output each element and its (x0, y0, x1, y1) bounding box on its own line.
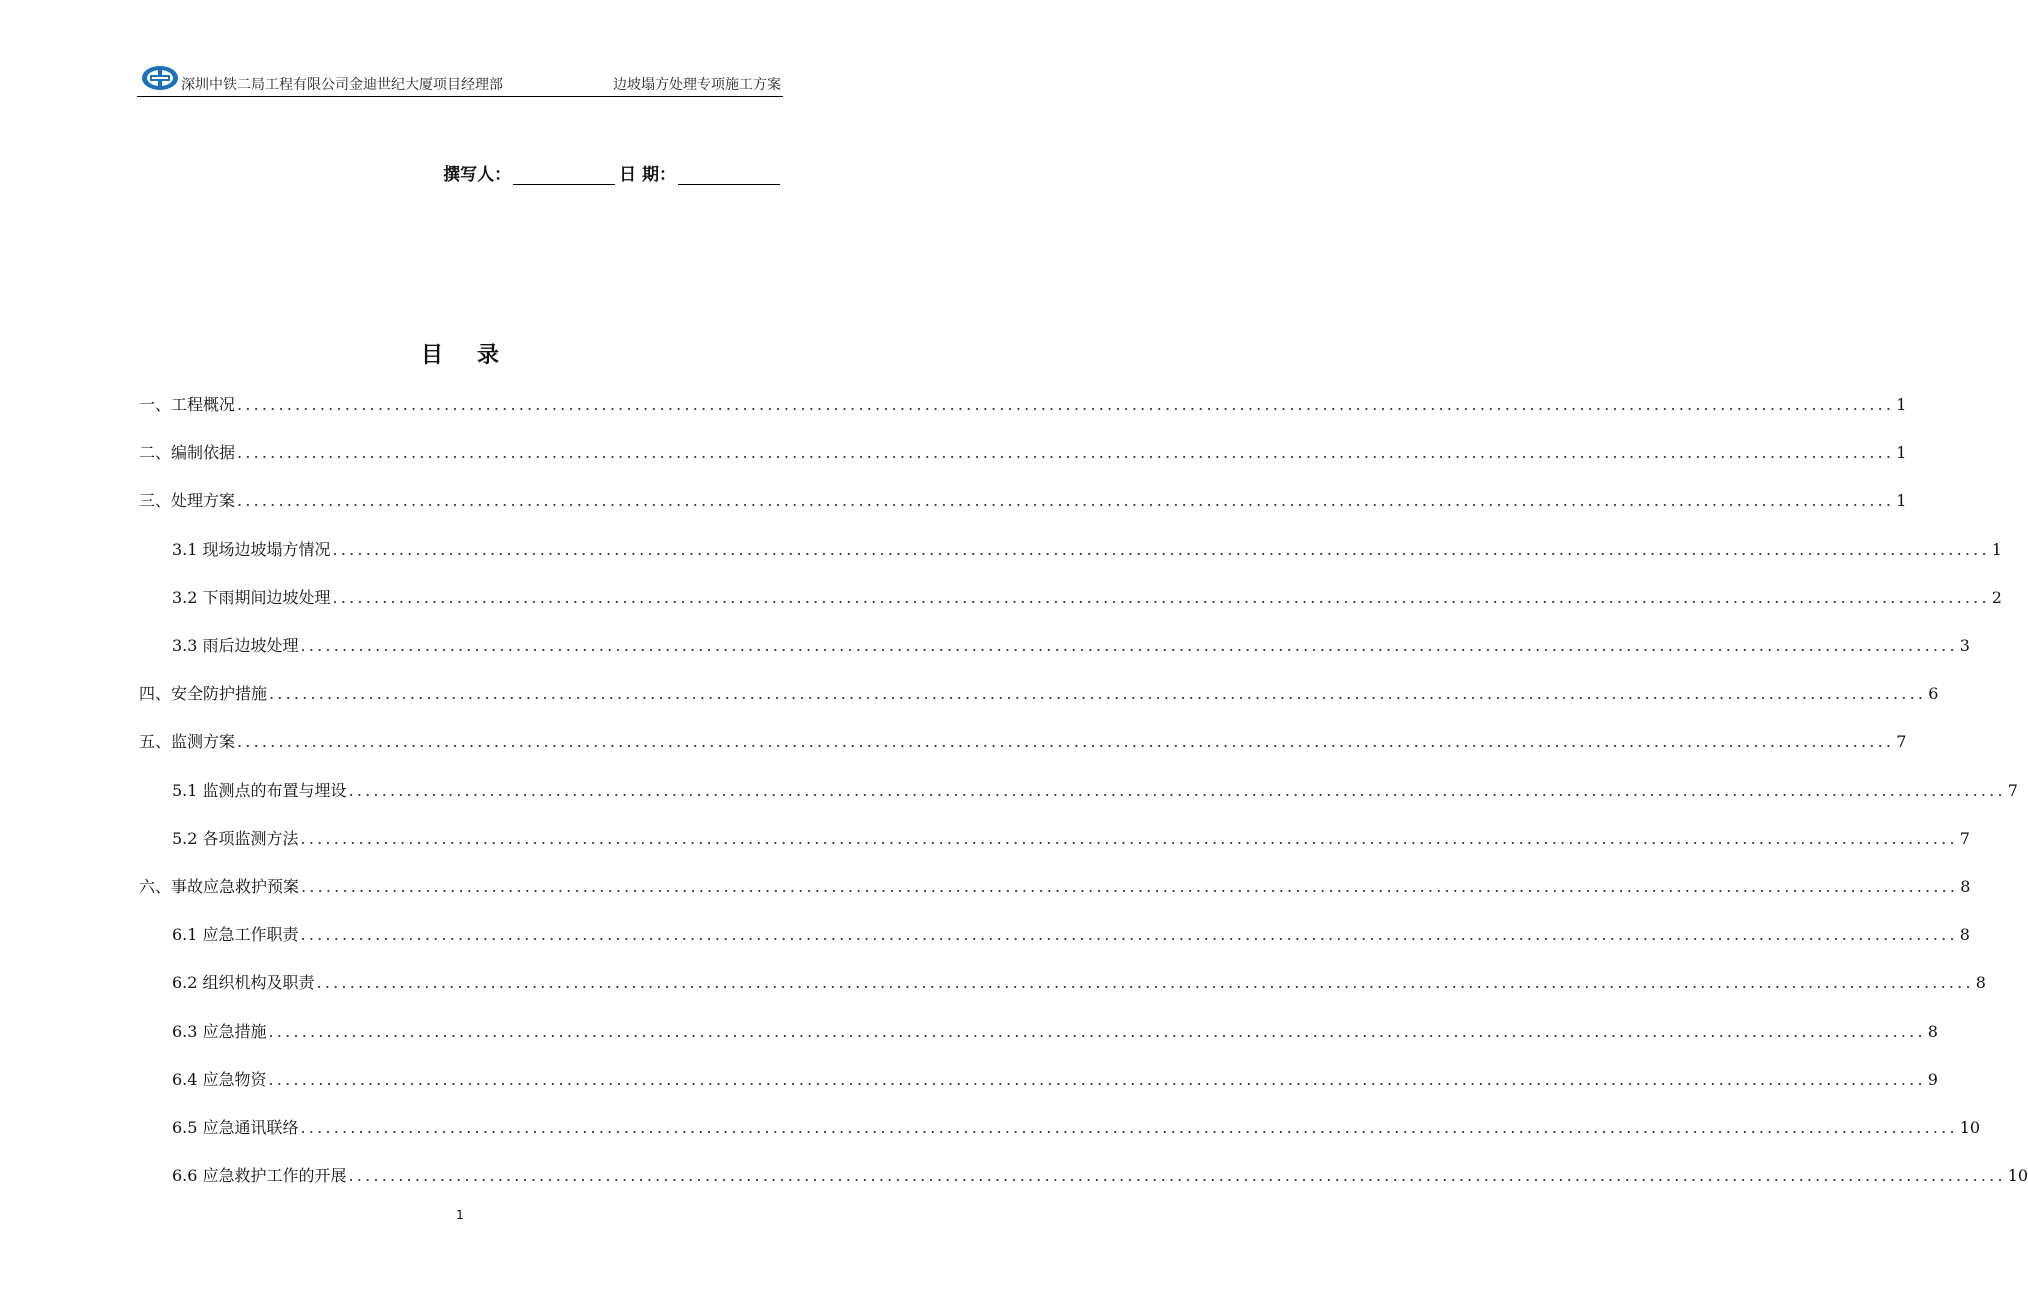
toc-entry-label: 3.3 雨后边坡处理 (172, 636, 299, 655)
toc-entry-page: 7 (2007, 780, 2018, 800)
toc-entry-page: 8 (1959, 925, 1970, 945)
toc-entry-page: 10 (2007, 1166, 2028, 1186)
toc-entry-label: 5.1 监测点的布置与埋设 (172, 780, 347, 800)
toc-dot-leader: ........................................................................................................................................................................................................ (268, 1021, 1926, 1041)
toc-entry-page: 3 (1959, 636, 1970, 655)
toc-entry[interactable] (172, 1115, 1981, 1141)
toc-dot-leader: ........................................................................................................................................................................................................ (237, 443, 1895, 463)
header-divider (137, 96, 783, 97)
toc-entry-label: 三、处理方案 (139, 491, 236, 511)
author-blank-field (513, 166, 615, 185)
toc-entry-page: 8 (1927, 1021, 1938, 1041)
toc-entry-label: 3.2 下雨期间边坡处理 (172, 587, 331, 607)
company-logo-icon (141, 64, 179, 92)
toc-entry-label: 四、安全防护措施 (139, 684, 268, 704)
toc-dot-leader: ........................................................................................................................................................................................................ (269, 684, 1927, 704)
toc-entry-page: 1 (1896, 395, 1907, 414)
toc-entry-page: 1 (1896, 491, 1907, 511)
toc-entry-label: 5.2 各项监测方法 (172, 828, 299, 848)
signature-line (443, 160, 782, 185)
toc-entry[interactable] (172, 537, 2002, 563)
toc-entry[interactable] (172, 826, 1970, 852)
toc-title (0, 338, 920, 369)
toc-dot-leader: ........................................................................................................................................................................................................ (332, 539, 1990, 559)
date-blank-field (678, 166, 780, 185)
toc-entry-label: 一、工程概况 (139, 395, 236, 414)
toc-entry-page: 8 (1960, 877, 1971, 896)
header-document-title: 边坡塌方处理专项施工方案 (613, 77, 781, 93)
toc-entry[interactable] (172, 1019, 1938, 1045)
toc-entry-label: 6.3 应急措施 (172, 1021, 267, 1041)
toc-dot-leader: ........................................................................................................................................................................................................ (316, 973, 1974, 993)
toc-entry[interactable] (172, 970, 1986, 996)
toc-entry-label: 6.1 应急工作职责 (172, 925, 299, 945)
toc-entry-label: 六、事故应急救护预案 (139, 877, 300, 896)
author-label: 撰写人： (443, 165, 512, 185)
toc-entry-page: 8 (1975, 973, 1986, 993)
header-organization: 深圳中铁二局工程有限公司金迪世纪大厦项目经理部 (181, 77, 503, 93)
toc-entry-label: 6.6 应急救护工作的开展 (172, 1166, 347, 1186)
toc-entry[interactable] (139, 729, 1907, 755)
toc-entry-label: 6.4 应急物资 (172, 1069, 267, 1089)
toc-dot-leader: ........................................................................................................................................................................................................ (300, 636, 1958, 655)
date-label: 日 期： (619, 165, 676, 185)
toc-dot-leader: ........................................................................................................................................................................................................ (237, 732, 1895, 752)
toc-entry-page: 2 (1991, 587, 2002, 607)
toc-entry[interactable] (172, 585, 2002, 611)
toc-entry-label: 6.2 组织机构及职责 (172, 973, 315, 993)
toc-entry[interactable] (172, 1067, 1938, 1093)
toc-entry-label: 3.1 现场边坡塌方情况 (172, 539, 331, 559)
toc-entry-page: 6 (1928, 684, 1939, 704)
toc-entry-label: 五、监测方案 (139, 732, 236, 752)
toc-title-char-2: 录 (477, 343, 500, 368)
toc-entry[interactable] (139, 392, 1907, 418)
toc-entry[interactable] (172, 922, 1970, 948)
toc-entry[interactable] (139, 874, 1971, 900)
toc-dot-leader: ........................................................................................................................................................................................................ (348, 1166, 2006, 1186)
toc-entry-page: 10 (1959, 1118, 1981, 1137)
toc-entry[interactable] (139, 440, 1907, 466)
toc-entry[interactable] (139, 681, 1939, 707)
toc-entry[interactable] (139, 488, 1907, 514)
page-header (137, 64, 783, 98)
toc-entry[interactable] (172, 1163, 2028, 1189)
toc-entry-page: 9 (1927, 1069, 1938, 1089)
toc-dot-leader: ........................................................................................................................................................................................................ (237, 491, 1895, 511)
toc-dot-leader: ........................................................................................................................................................................................................ (301, 877, 1959, 896)
toc-dot-leader: ........................................................................................................................................................................................................ (237, 395, 1895, 414)
toc-entry-page: 1 (1896, 443, 1907, 463)
toc-entry-page: 7 (1896, 732, 1907, 752)
toc-entry[interactable] (172, 778, 2018, 804)
toc-entry-label: 6.5 应急通讯联络 (172, 1118, 299, 1137)
toc-entry-page: 7 (1959, 828, 1970, 848)
toc-dot-leader: ........................................................................................................................................................................................................ (268, 1069, 1926, 1089)
toc-entry-page: 1 (1991, 539, 2002, 559)
page-number: 1 (456, 1208, 464, 1222)
toc-entry[interactable] (172, 633, 1970, 659)
toc-dot-leader: ........................................................................................................................................................................................................ (300, 828, 1958, 848)
toc-dot-leader: ........................................................................................................................................................................................................ (300, 1118, 1958, 1137)
toc-title-char-1: 目 (420, 343, 443, 368)
toc-dot-leader: ........................................................................................................................................................................................................ (332, 587, 1990, 607)
toc-entry-label: 二、编制依据 (139, 443, 236, 463)
toc-dot-leader: ........................................................................................................................................................................................................ (300, 925, 1958, 945)
toc-dot-leader: ........................................................................................................................................................................................................ (348, 780, 2006, 800)
